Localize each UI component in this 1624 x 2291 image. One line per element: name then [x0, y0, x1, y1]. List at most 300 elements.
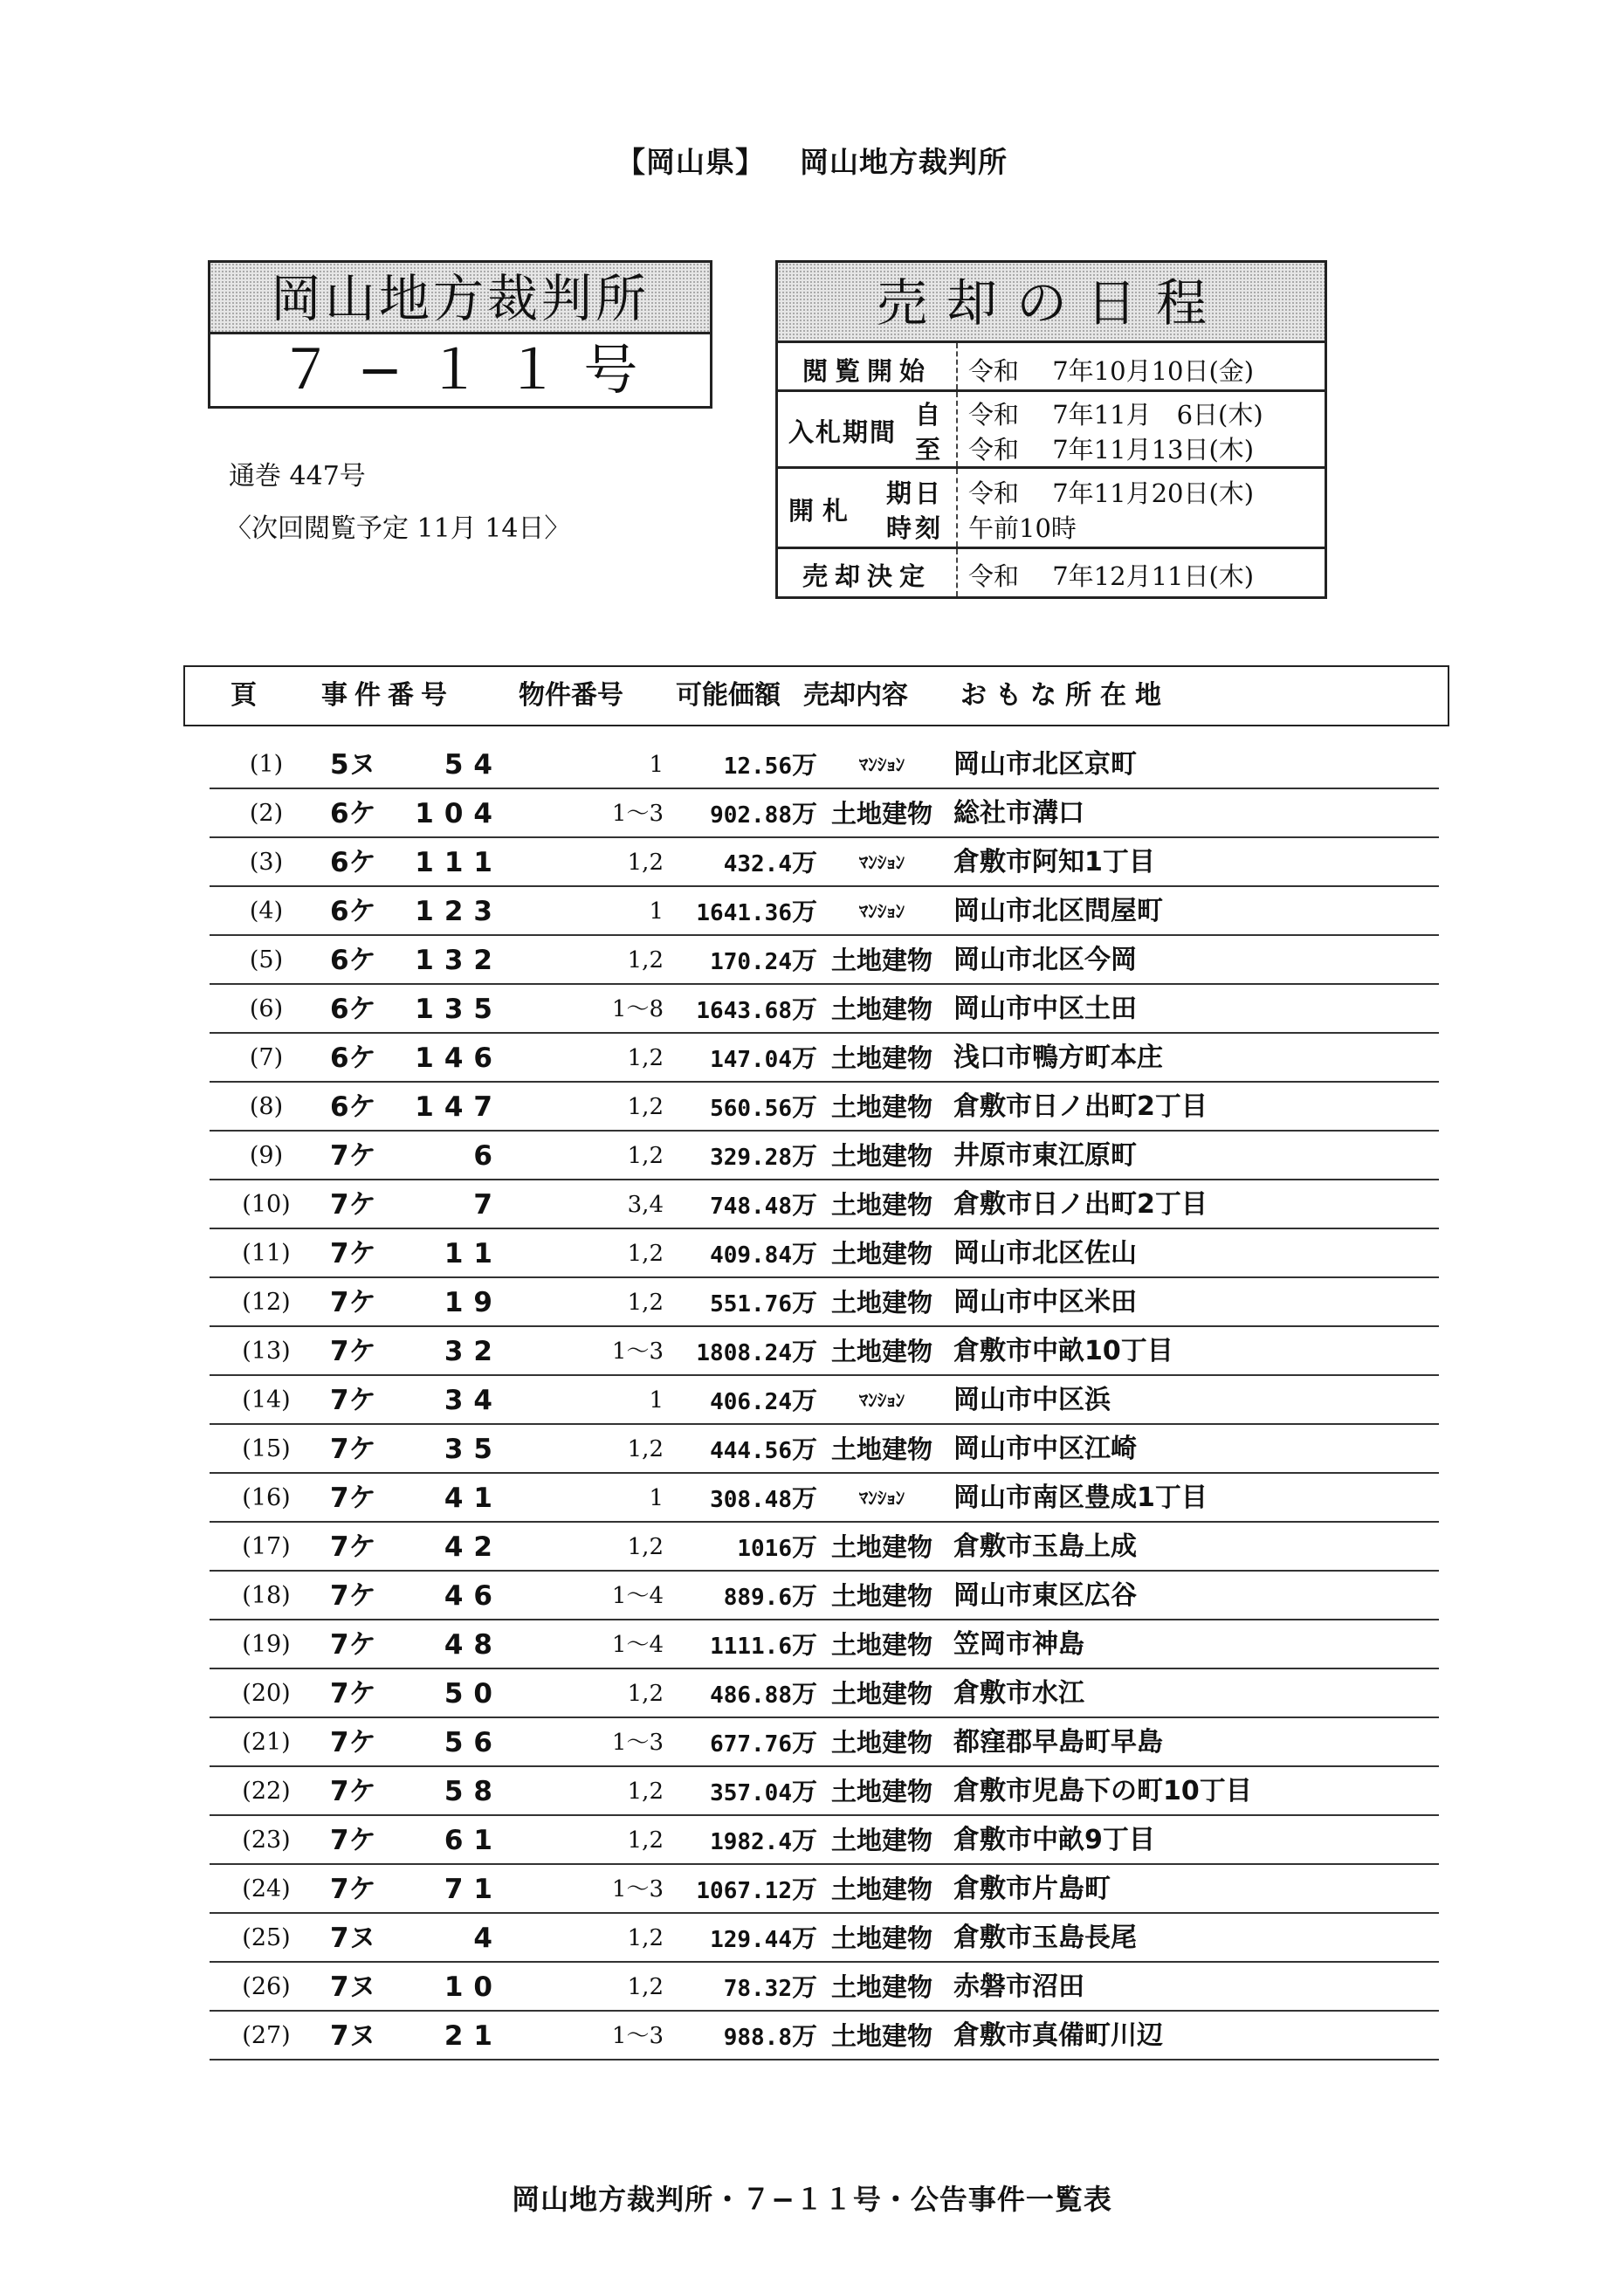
- row-item-number: 1〜8: [611, 996, 664, 1022]
- row-address: 笠岡市神島: [953, 1629, 1084, 1660]
- schedule-label-bidding-period: [778, 392, 958, 466]
- row-case-number: 147: [415, 1091, 503, 1123]
- row-case-number: 32: [444, 1336, 503, 1367]
- row-address: 都窪郡早島町早島: [953, 1727, 1163, 1758]
- row-sale-type: 土地建物: [830, 1337, 932, 1366]
- row-address: 岡山市東区広谷: [953, 1580, 1137, 1611]
- row-page: (17): [242, 1533, 291, 1560]
- row-address: 井原市東江原町: [953, 1140, 1137, 1171]
- row-item-number: 1: [649, 1387, 664, 1414]
- row-price: [667, 1327, 817, 1378]
- row-price-unit: 万: [791, 1581, 817, 1611]
- row-item-number: 1,2: [627, 947, 664, 974]
- row-item-number: 1,2: [627, 1045, 664, 1071]
- row-price-unit: 万: [791, 1092, 817, 1122]
- row-case-type: 7ケ: [330, 1238, 376, 1269]
- table-row: [210, 1767, 1439, 1816]
- table-row: [210, 1132, 1439, 1180]
- schedule-row-sale-decision: [778, 549, 1325, 596]
- page-footer: 岡山地方裁判所・７−１１号・公告事件一覧表: [512, 2183, 1112, 2216]
- row-page: (10): [242, 1191, 291, 1218]
- row-case-number: 146: [415, 1042, 503, 1074]
- row-sale-type: 土地建物: [830, 1190, 932, 1220]
- row-item-number: 1,2: [627, 1974, 664, 2000]
- row-price-value: 1016: [737, 1536, 792, 1562]
- table-row: [210, 1718, 1439, 1767]
- row-price-value: 1641.36: [696, 900, 792, 926]
- row-case-type: 7ケ: [330, 1140, 376, 1172]
- row-item-number: 1〜3: [611, 1876, 664, 1902]
- row-page: (3): [249, 849, 284, 876]
- row-item-number: 1,2: [627, 1681, 664, 1707]
- row-price-unit: 万: [791, 1043, 817, 1073]
- table-row: [210, 985, 1439, 1034]
- bidding-to-label: 至: [914, 435, 944, 464]
- row-case-type: 7ケ: [330, 1531, 376, 1563]
- row-price: [667, 936, 817, 987]
- prefecture-label: 【岡山県】: [616, 145, 765, 179]
- volume-number: 通巻 447号: [229, 461, 366, 492]
- row-price: [667, 985, 817, 1035]
- row-price-unit: 万: [791, 946, 817, 975]
- row-price-unit: 万: [791, 1386, 817, 1415]
- row-case-type: 6ケ: [330, 1042, 376, 1074]
- row-price-unit: 万: [791, 2021, 817, 2051]
- row-price-value: 677.76: [710, 1731, 792, 1758]
- row-price: [667, 887, 817, 938]
- row-case-type: 7ヌ: [330, 2020, 376, 2052]
- row-price-value: 1982.4: [710, 1829, 792, 1855]
- row-page: (27): [242, 2022, 291, 2049]
- row-case-type: 7ケ: [330, 1483, 376, 1514]
- viewing-start-value: 令和 7年10月10日(金): [968, 356, 1255, 386]
- row-price-unit: 万: [791, 1777, 817, 1806]
- row-price: [667, 1376, 817, 1427]
- row-case-number: 135: [415, 994, 503, 1025]
- header-address: おもな所在地: [960, 680, 1170, 711]
- row-sale-type: 土地建物: [830, 2021, 932, 2051]
- row-item-number: 1,2: [627, 1290, 664, 1316]
- row-case-type: 7ケ: [330, 1336, 376, 1367]
- row-case-number: 54: [444, 749, 503, 781]
- row-address: 倉敷市中畝10丁目: [953, 1336, 1173, 1366]
- row-address: 倉敷市阿知1丁目: [953, 847, 1155, 877]
- opening-time-label: 時刻: [885, 513, 944, 543]
- table-row: [210, 1180, 1439, 1229]
- row-case-number: 6: [473, 1140, 503, 1172]
- row-price-unit: 万: [791, 1923, 817, 1953]
- row-case-type: 6ケ: [330, 798, 376, 829]
- table-row: [210, 2012, 1439, 2061]
- row-price-unit: 万: [791, 848, 817, 877]
- row-sale-type: 土地建物: [830, 1581, 932, 1611]
- table-row: [210, 1963, 1439, 2012]
- opening-date-label: 期日: [885, 478, 944, 508]
- row-address: 倉敷市中畝9丁目: [953, 1825, 1155, 1855]
- schedule-title: 売却の日程: [778, 263, 1325, 343]
- schedule-label-opening: [778, 469, 958, 547]
- row-case-type: 7ケ: [330, 1678, 376, 1710]
- bidding-to-value: 令和 7年11月13日(木): [968, 435, 1255, 464]
- row-item-number: 1,2: [627, 1436, 664, 1462]
- row-price: [667, 1914, 817, 1964]
- row-address: 倉敷市玉島上成: [953, 1531, 1137, 1562]
- row-address: 岡山市中区米田: [953, 1287, 1137, 1317]
- row-price-value: 748.48: [710, 1194, 792, 1220]
- row-address: 総社市溝口: [953, 798, 1084, 829]
- row-price: [667, 1523, 817, 1573]
- row-price-value: 988.8: [723, 2025, 792, 2051]
- row-sale-type: ﾏﾝｼｮﾝ: [858, 754, 905, 775]
- row-case-number: 21: [444, 2020, 503, 2052]
- row-page: (23): [242, 1827, 291, 1854]
- row-page: (13): [242, 1338, 291, 1365]
- row-item-number: 1〜4: [611, 1632, 664, 1658]
- table-row: [210, 1083, 1439, 1132]
- header-item-number: 物件番号: [519, 680, 623, 711]
- schedule-label-viewing-start: [778, 343, 958, 389]
- row-sale-type: 土地建物: [830, 1630, 932, 1660]
- row-price: [667, 789, 817, 840]
- row-address: 倉敷市真備町川辺: [953, 2020, 1163, 2051]
- row-price: [667, 1669, 817, 1720]
- row-case-number: 123: [415, 896, 503, 927]
- issue-number: ７ − １ １ 号: [279, 338, 642, 402]
- row-price-unit: 万: [791, 1337, 817, 1366]
- row-price-value: 444.56: [710, 1438, 792, 1464]
- row-address: 岡山市北区問屋町: [953, 896, 1163, 926]
- row-sale-type: 土地建物: [830, 1043, 932, 1073]
- row-case-number: 34: [444, 1385, 503, 1416]
- page-header: [0, 140, 1624, 181]
- row-price: [667, 1865, 817, 1916]
- row-case-type: 7ヌ: [330, 1923, 376, 1954]
- row-address: 岡山市北区京町: [953, 749, 1137, 780]
- row-price-value: 129.44: [710, 1927, 792, 1953]
- row-price: [667, 1767, 817, 1818]
- row-price-unit: 万: [791, 1532, 817, 1562]
- table-row: [210, 1425, 1439, 1474]
- bidding-from-value: 令和 7年11月 6日(木): [968, 400, 1263, 430]
- viewing-start-label: 閲覧開始: [802, 356, 932, 386]
- row-case-number: 4: [473, 1923, 503, 1954]
- row-price: [667, 1132, 817, 1182]
- sale-schedule-box: [775, 260, 1327, 599]
- row-case-number: 61: [444, 1825, 503, 1856]
- row-price-value: 12.56: [723, 753, 792, 780]
- row-price: [667, 1083, 817, 1133]
- row-price: [667, 1620, 817, 1671]
- row-item-number: 1〜3: [611, 2023, 664, 2049]
- row-price: [667, 1278, 817, 1329]
- row-price-unit: 万: [791, 1679, 817, 1709]
- row-item-number: 1: [649, 898, 664, 925]
- row-case-type: 6ケ: [330, 945, 376, 976]
- opening-time-value: 午前10時: [968, 513, 1077, 543]
- next-viewing-schedule: 〈次回閲覧予定 11月 14日〉: [225, 513, 571, 544]
- row-sale-type: 土地建物: [830, 1826, 932, 1855]
- row-price-unit: 万: [791, 799, 817, 829]
- row-case-number: 132: [415, 945, 503, 976]
- row-price-unit: 万: [791, 1826, 817, 1855]
- table-header: [183, 665, 1449, 726]
- row-price-value: 486.88: [710, 1682, 792, 1709]
- row-address: 倉敷市日ノ出町2丁目: [953, 1091, 1208, 1122]
- row-price-unit: 万: [791, 1728, 817, 1758]
- row-case-number: 35: [444, 1434, 503, 1465]
- row-case-type: 7ケ: [330, 1825, 376, 1856]
- row-case-number: 50: [444, 1678, 503, 1710]
- row-address: 倉敷市水江: [953, 1678, 1084, 1709]
- row-page: (5): [249, 946, 284, 974]
- row-price-value: 1067.12: [696, 1878, 792, 1904]
- row-address: 倉敷市日ノ出町2丁目: [953, 1189, 1208, 1220]
- row-case-type: 7ケ: [330, 1434, 376, 1465]
- row-case-type: 7ケ: [330, 1776, 376, 1807]
- table-row: [210, 887, 1439, 936]
- row-price: [667, 1718, 817, 1769]
- row-price-unit: 万: [791, 1288, 817, 1317]
- row-price-value: 357.04: [710, 1780, 792, 1806]
- row-price-value: 551.76: [710, 1291, 792, 1317]
- row-page: (25): [242, 1924, 291, 1951]
- row-page: (18): [242, 1582, 291, 1609]
- row-price-value: 1808.24: [696, 1340, 792, 1366]
- header-case-number: 事件番号: [321, 680, 454, 711]
- court-label: 岡山地方裁判所: [800, 145, 1008, 179]
- table-row: [210, 740, 1439, 789]
- table-row: [210, 1278, 1439, 1327]
- table-row: [210, 1914, 1439, 1963]
- row-address: 岡山市北区今岡: [953, 945, 1137, 975]
- row-sale-type: 土地建物: [830, 1092, 932, 1122]
- row-price: [667, 740, 817, 791]
- row-address: 岡山市北区佐山: [953, 1238, 1137, 1269]
- row-price-value: 560.56: [710, 1096, 792, 1122]
- row-case-number: 41: [444, 1483, 503, 1514]
- row-item-number: 1〜3: [611, 801, 664, 827]
- sale-decision-value: 令和 7年12月11日(木): [968, 561, 1255, 591]
- row-sale-type: 土地建物: [830, 1532, 932, 1562]
- row-price: [667, 1572, 817, 1622]
- row-item-number: 1,2: [627, 1094, 664, 1120]
- row-page: (9): [249, 1142, 284, 1169]
- row-case-number: 46: [444, 1580, 503, 1612]
- row-sale-type: ﾏﾝｼｮﾝ: [858, 1390, 905, 1411]
- row-case-number: 104: [415, 798, 503, 829]
- row-price-value: 1643.68: [696, 998, 792, 1024]
- row-page: (22): [242, 1778, 291, 1805]
- row-price-value: 78.32: [723, 1976, 792, 2002]
- court-name-title: 岡山地方裁判所: [210, 263, 710, 334]
- row-price-unit: 万: [791, 1141, 817, 1171]
- row-page: (14): [242, 1386, 291, 1414]
- row-address: 岡山市南区豊成1丁目: [953, 1483, 1208, 1513]
- row-price: [667, 1180, 817, 1231]
- row-price-unit: 万: [791, 1239, 817, 1269]
- row-sale-type: 土地建物: [830, 1239, 932, 1269]
- row-case-type: 6ケ: [330, 847, 376, 878]
- row-item-number: 1〜3: [611, 1338, 664, 1365]
- row-page: (11): [242, 1240, 291, 1267]
- row-sale-type: 土地建物: [830, 1141, 932, 1171]
- row-page: (20): [242, 1680, 291, 1707]
- row-sale-type: ﾏﾝｼｮﾝ: [858, 1488, 905, 1509]
- row-sale-type: 土地建物: [830, 1875, 932, 1904]
- row-item-number: 1,2: [627, 1241, 664, 1267]
- row-item-number: 1,2: [627, 1778, 664, 1805]
- row-page: (24): [242, 1875, 291, 1902]
- row-price: [667, 2012, 817, 2062]
- table-row: [210, 1669, 1439, 1718]
- row-price-value: 1111.6: [710, 1634, 792, 1660]
- row-sale-type: 土地建物: [830, 799, 932, 829]
- row-case-number: 42: [444, 1531, 503, 1563]
- bidding-period-label: 入札期間: [788, 417, 898, 447]
- row-price: [667, 1229, 817, 1280]
- court-issue-box: [208, 260, 712, 409]
- row-sale-type: 土地建物: [830, 1923, 932, 1953]
- table-row: [210, 1572, 1439, 1620]
- row-item-number: 1,2: [627, 1925, 664, 1951]
- row-price-unit: 万: [791, 750, 817, 780]
- row-item-number: 1,2: [627, 1827, 664, 1854]
- row-case-type: 7ケ: [330, 1287, 376, 1318]
- row-page: (2): [249, 800, 284, 827]
- row-price-unit: 万: [791, 994, 817, 1024]
- row-page: (12): [242, 1289, 291, 1316]
- row-address: 浅口市鴨方町本庄: [953, 1042, 1163, 1073]
- row-price: [667, 1963, 817, 2013]
- table-row: [210, 789, 1439, 838]
- row-page: (7): [249, 1044, 284, 1071]
- table-row: [210, 1523, 1439, 1572]
- row-case-number: 48: [444, 1629, 503, 1661]
- row-price: [667, 1034, 817, 1084]
- row-price-value: 409.84: [710, 1242, 792, 1269]
- row-address: 倉敷市児島下の町10丁目: [953, 1776, 1252, 1806]
- row-price: [667, 838, 817, 889]
- row-sale-type: ﾏﾝｼｮﾝ: [858, 852, 905, 873]
- row-case-number: 56: [444, 1727, 503, 1758]
- bidding-from-label: 自: [914, 400, 944, 430]
- row-case-type: 7ケ: [330, 1189, 376, 1221]
- row-case-type: 5ヌ: [330, 749, 376, 781]
- row-address: 岡山市中区土田: [953, 994, 1137, 1024]
- row-page: (8): [249, 1093, 284, 1120]
- row-case-type: 6ケ: [330, 994, 376, 1025]
- row-sale-type: 土地建物: [830, 1434, 932, 1464]
- opening-label: 開札: [788, 496, 857, 526]
- row-sale-type: 土地建物: [830, 1728, 932, 1758]
- row-price-unit: 万: [791, 897, 817, 926]
- row-price: [667, 1474, 817, 1524]
- row-item-number: 3,4: [627, 1192, 664, 1218]
- header-price: 可能価額: [676, 680, 781, 711]
- row-item-number: 1: [649, 1485, 664, 1511]
- opening-date-value: 令和 7年11月20日(木): [968, 478, 1255, 508]
- row-sale-type: 土地建物: [830, 1288, 932, 1317]
- header-sale-type: 売却内容: [803, 680, 908, 711]
- row-sale-type: 土地建物: [830, 1679, 932, 1709]
- table-row: [210, 1229, 1439, 1278]
- row-address: 岡山市中区江崎: [953, 1434, 1137, 1464]
- row-case-number: 19: [444, 1287, 503, 1318]
- row-sale-type: 土地建物: [830, 946, 932, 975]
- row-price-unit: 万: [791, 1483, 817, 1513]
- row-page: (26): [242, 1973, 291, 2000]
- schedule-row-viewing-start: [778, 343, 1325, 392]
- row-address: 倉敷市片島町: [953, 1874, 1111, 1904]
- table-row: [210, 1474, 1439, 1523]
- row-case-number: 7: [473, 1189, 503, 1221]
- row-case-type: 7ケ: [330, 1629, 376, 1661]
- row-item-number: 1〜3: [611, 1730, 664, 1756]
- table-row: [210, 1034, 1439, 1083]
- row-price-value: 147.04: [710, 1047, 792, 1073]
- row-price-value: 432.4: [723, 851, 792, 877]
- row-page: (1): [249, 751, 284, 778]
- row-price-unit: 万: [791, 1972, 817, 2002]
- row-price-unit: 万: [791, 1434, 817, 1464]
- row-address: 赤磐市沼田: [953, 1971, 1084, 2002]
- row-case-type: 7ケ: [330, 1874, 376, 1905]
- row-case-number: 111: [415, 847, 503, 878]
- row-item-number: 1: [649, 752, 664, 778]
- row-price-value: 170.24: [710, 949, 792, 975]
- row-page: (19): [242, 1631, 291, 1658]
- row-case-number: 11: [444, 1238, 503, 1269]
- row-price-value: 406.24: [710, 1389, 792, 1415]
- row-case-number: 10: [444, 1971, 503, 2003]
- row-page: (16): [242, 1484, 291, 1511]
- row-page: (6): [249, 995, 284, 1022]
- row-price-unit: 万: [791, 1630, 817, 1660]
- row-case-number: 58: [444, 1776, 503, 1807]
- schedule-row-opening: [778, 469, 1325, 549]
- row-price-value: 889.6: [723, 1585, 792, 1611]
- row-page: (15): [242, 1435, 291, 1462]
- row-price-unit: 万: [791, 1190, 817, 1220]
- row-price-value: 329.28: [710, 1145, 792, 1171]
- schedule-row-bidding-period: [778, 392, 1325, 469]
- row-sale-type: 土地建物: [830, 994, 932, 1024]
- sale-decision-label: 売却決定: [802, 561, 932, 591]
- row-price-value: 902.88: [710, 802, 792, 829]
- table-row: [210, 936, 1439, 985]
- row-price-value: 308.48: [710, 1487, 792, 1513]
- row-item-number: 1〜4: [611, 1583, 664, 1609]
- row-sale-type: 土地建物: [830, 1777, 932, 1806]
- row-address: 倉敷市玉島長尾: [953, 1923, 1137, 1953]
- table-row: [210, 1620, 1439, 1669]
- row-case-number: 71: [444, 1874, 503, 1905]
- row-case-type: 7ケ: [330, 1385, 376, 1416]
- row-price: [667, 1816, 817, 1867]
- row-item-number: 1,2: [627, 1534, 664, 1560]
- row-case-type: 7ケ: [330, 1580, 376, 1612]
- row-item-number: 1,2: [627, 850, 664, 876]
- row-price: [667, 1425, 817, 1476]
- row-price-unit: 万: [791, 1875, 817, 1904]
- row-item-number: 1,2: [627, 1143, 664, 1169]
- table-row: [210, 838, 1439, 887]
- row-case-type: 7ヌ: [330, 1971, 376, 2003]
- table-row: [210, 1816, 1439, 1865]
- row-sale-type: 土地建物: [830, 1972, 932, 2002]
- table-row: [210, 1376, 1439, 1425]
- table-row: [210, 1865, 1439, 1914]
